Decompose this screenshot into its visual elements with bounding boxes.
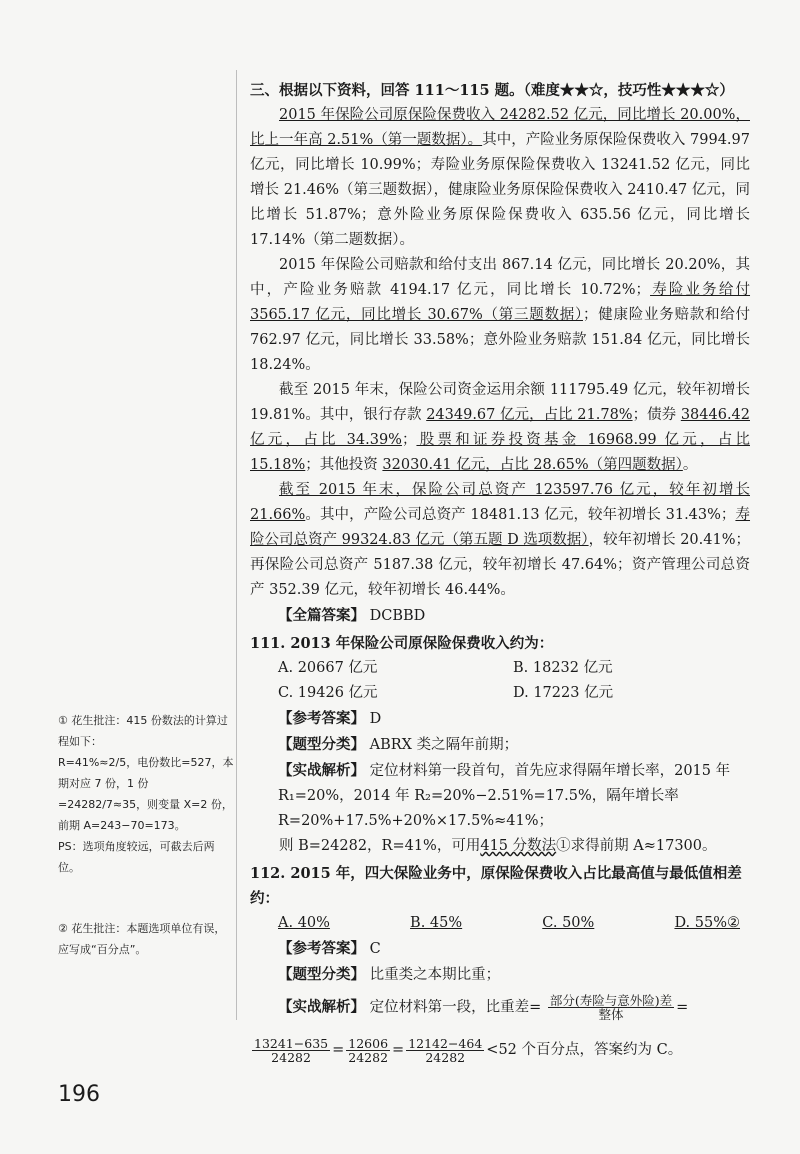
q112-option-b: B. 45% (410, 915, 463, 931)
p4-b: 。其中，产险公司总资产 18481.13 亿元，较年初增长 31.43%； (305, 507, 736, 523)
p3-f: 股票和证券投资基金 16968.99 亿元，占比 15.18% (250, 432, 750, 473)
q112-ref-label: 【参考答案】 (278, 940, 365, 957)
q112-ref-answer (250, 936, 750, 962)
q111-option-a: A. 20667 亿元 (278, 660, 378, 676)
p4-c: 寿险公司总资产 99324.83 亿元（第五题 D 选项数据） (250, 507, 751, 548)
q111-analysis (250, 758, 750, 834)
q111-analysis-end-b: 415 分数法 (480, 838, 557, 854)
fraction-3-denominator: 24282 (425, 1049, 466, 1065)
p2-b: 寿险业务给付 3565.17 亿元，同比增长 30.67%（第三题数据） (250, 282, 751, 323)
sidenote-1 (58, 710, 234, 878)
fraction-2-denominator: 24282 (348, 1049, 389, 1065)
formula-tail: <52 个百分点，答案约为 C。 (486, 1042, 683, 1058)
q112-option-c: C. 50% (542, 915, 595, 931)
p3-a: 截至 2015 年末，保险公司资金运用余额 111795.49 亿元，较年初增长 19.81%。其中，银行存款 (250, 382, 750, 423)
fraction-1-denominator: 24282 (271, 1049, 311, 1065)
p1-a: 2015 年保险公司原保险保费收入 24282.52 亿元，同比增长 20.00%，比上一年高 2.51%（第一题数据）。 (250, 107, 750, 148)
fraction-1-numerator: 13241−635 (254, 1035, 329, 1051)
p4-d: ，较年初增长 20.41%；再保险公司总资产 5187.38 亿元，较年初增长 47.64%；资产管理公司总资产 352.39 亿元，较年初增长 46.44%。 (250, 532, 750, 598)
q111-analysis-label: 【实战解析】 (278, 762, 365, 779)
full-answers-value: DCBBD (369, 608, 426, 624)
ratio-numerator: 部分(寿险与意外险)差 (549, 993, 673, 1008)
q112-formula: $\frac{13241-635}{24282}$ = $\frac{12606}{24282}$ = $\frac{12142-464}{24282}$ <52 个百分点，答案约为 C。 (254, 1035, 683, 1065)
q112-type-label: 【题型分类】 (278, 966, 365, 983)
p4-a: 截至 2015 年末，保险公司总资产 123597.76 亿元，较年初增长 21.66% (250, 482, 750, 523)
sidenote-1-head: ① 花生批注：415 份数法的计算过程如下： (58, 714, 228, 748)
q111-option-c: C. 19426 亿元 (278, 685, 378, 701)
q112-analysis-label: 【实战解析】 (278, 998, 365, 1016)
p3-h: 32030.41 亿元，占比 28.65%（第四题数据） (382, 457, 683, 473)
q111-ref-value: D (369, 711, 382, 727)
q111-analysis-end-a: 则 B=24282，R=41%，可用 (279, 838, 481, 854)
margin-divider (236, 70, 237, 1020)
material-paragraph-3 (250, 378, 750, 478)
p3-d: 38446.42 亿元，占比 34.39% (250, 407, 750, 448)
q112-ref-value: C (369, 941, 381, 957)
material-paragraph-4 (250, 478, 750, 603)
q111-analysis-end (250, 834, 750, 859)
ratio-fraction (548, 994, 674, 1021)
q112-options (250, 911, 750, 936)
sidenote-2 (58, 918, 234, 960)
q112-analysis-value: 定位材料第一段，比重差= (369, 999, 542, 1016)
full-answers (250, 603, 750, 629)
fraction-3-numerator: 12142−464 (408, 1035, 483, 1051)
fraction-2-numerator: 12606 (348, 1035, 389, 1051)
q111-stem: 111. 2013 年保险公司原保险保费收入约为： (250, 635, 554, 652)
q111-analysis-value: 定位材料第一段首句，首先应求得隔年增长率，2015 年 R₁=20%，2014 年 R₂=20%−2.51%=17.5%，隔年增长率 R=20%+17.5%+20%×17.5%≈41%； (278, 763, 731, 829)
fraction-1 (252, 1037, 330, 1064)
q112-stem: 112. 2015 年，四大保险业务中，原保险保费收入占比最高值与最低值相差约： (250, 865, 742, 907)
material-paragraph-1 (250, 103, 750, 253)
p3-b: 24349.67 亿元，占比 21.78% (426, 407, 633, 423)
main-column (250, 78, 750, 1067)
q111-option-d: D. 17223 亿元 (513, 685, 614, 701)
p3-i: 。 (682, 457, 698, 473)
p2-a: 2015 年保险公司赔款和给付支出 867.14 亿元，同比增长 20.20%，其中，产险业务赔款 4194.17 亿元，同比增长 10.72%； (250, 257, 750, 298)
q112-type-value: 比重类之本期比重； (369, 967, 501, 983)
section-title: 三、根据以下资料，回答 111～115 题。（难度★★☆，技巧性★★★☆） (250, 82, 734, 99)
p1-b: 其中，产险业务原保险保费收入 7994.97 亿元，同比增长 10.99%；寿险业务原保险保费收入 13241.52 亿元，同比增长 21.46%（第三题数据），健康险业务原保险保费收入 2410.47 亿元，同比增长 51.87%；意外险业务原保险保费收入 635.56 亿元，同比增长 17.14%（第二题数据）。 (250, 132, 750, 248)
q111-ref-label: 【参考答案】 (278, 710, 365, 727)
q111-type (250, 732, 750, 758)
sidenote-1-body: R=41%≈2/5，电份数比=527，本期对应 7 份，1 份=24282/7≈35，则变量 X=2 份，前期 A=243−70=173。 (58, 756, 234, 832)
sidenote-1-ps: PS：选项角度较远，可截去后两位。 (58, 840, 215, 874)
q111-type-label: 【题型分类】 (278, 736, 365, 753)
material-paragraph-2 (250, 253, 750, 378)
q111-ref-answer (250, 706, 750, 732)
ratio-denominator: 整体 (598, 1007, 624, 1022)
q111-option-b: B. 18232 亿元 (513, 660, 613, 676)
p3-g: ；其他投资 (305, 457, 383, 473)
q112-type (250, 962, 750, 988)
q112-option-a: A. 40% (278, 915, 330, 931)
q111-analysis-end-c: ①求得前期 A≈17300。 (556, 838, 717, 854)
page-number: 196 (58, 1082, 100, 1107)
fraction-3 (406, 1037, 484, 1064)
p2-c: ；健康险业务赔款和给付 762.97 亿元，同比增长 33.58%；意外险业务赔款 151.84 亿元，同比增长 18.24%。 (250, 307, 751, 373)
fraction-2 (346, 1037, 390, 1064)
sidenote-2-text: ② 花生批注：本题选项单位有误，应写成“百分点”。 (58, 922, 226, 956)
p3-c: ；债券 (632, 407, 681, 423)
q111-options (250, 656, 750, 706)
q112-analysis: 【实战解析】 定位材料第一段，比重差= $\frac{\text{部分(寿险与意外险)差}}{\text{整体}}$ = (278, 993, 689, 1022)
full-answers-label: 【全篇答案】 (278, 607, 365, 624)
q112-option-d: D. 55%② (674, 915, 740, 931)
q111-type-value: ABRX 类之隔年前期； (369, 737, 519, 753)
p3-e: ； (401, 432, 417, 448)
